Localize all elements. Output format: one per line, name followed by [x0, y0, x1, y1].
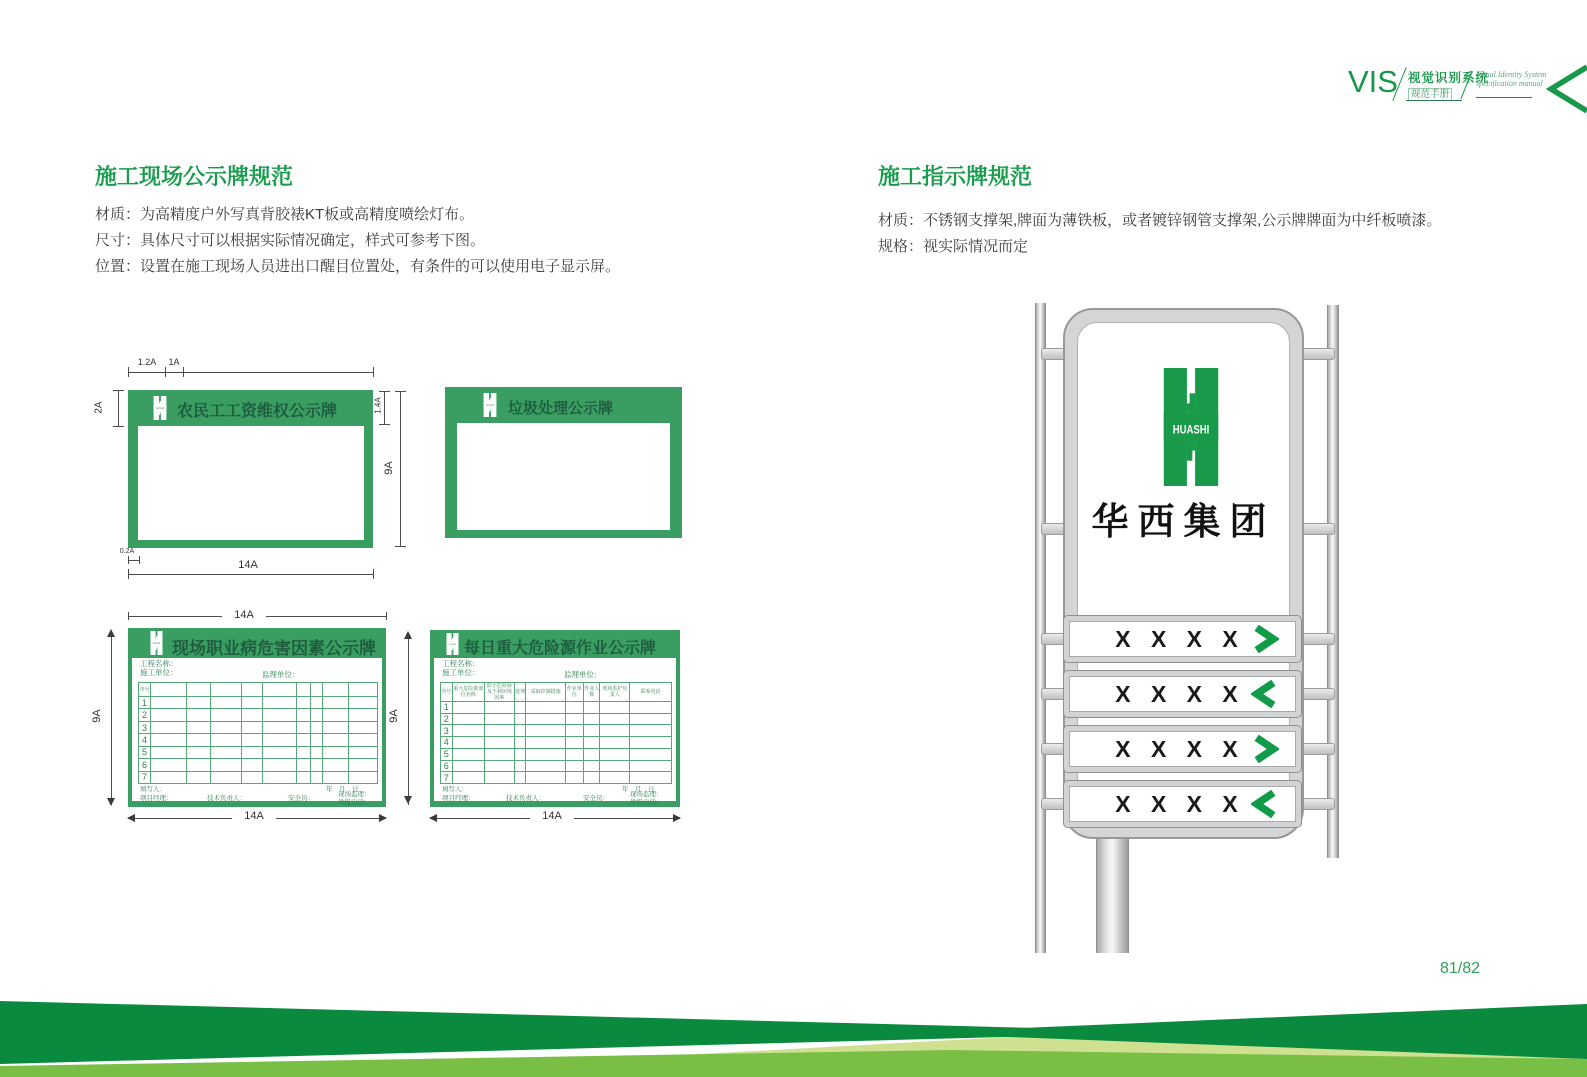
table-cell — [600, 702, 630, 714]
table-cell — [296, 759, 310, 771]
row-number-cell: 5 — [441, 748, 453, 760]
table-cell — [311, 771, 323, 783]
row-number-cell: 3 — [139, 721, 151, 733]
dim-line — [400, 391, 401, 546]
table-cell — [630, 748, 672, 760]
dim-label-1-2a: 1.2A — [137, 357, 157, 367]
dim-tick — [113, 390, 124, 391]
dim-tick — [128, 569, 129, 579]
dim-label-9a: 9A — [91, 709, 103, 723]
vis-en-title — [1476, 70, 1547, 88]
board-daily-hazard-title: 每日重大危险源作业公示牌 — [464, 640, 657, 657]
table-cell — [241, 721, 263, 733]
dim-arrow — [107, 798, 115, 806]
direction-arrow-icon — [1251, 790, 1279, 818]
svg-text:HUASHI: HUASHI — [448, 643, 457, 646]
table-cell — [349, 734, 378, 746]
table-cell — [186, 697, 210, 709]
table-cell — [186, 709, 210, 721]
table-cell — [311, 734, 323, 746]
table-cell — [526, 725, 565, 737]
dim-label-9a: 9A — [383, 461, 395, 475]
table-cell — [484, 772, 514, 784]
table-cell — [241, 759, 263, 771]
dim-line — [118, 390, 119, 426]
form-label-tech: 技术负责人： — [506, 795, 545, 802]
table-cell — [584, 725, 600, 737]
right-section-body — [878, 208, 1441, 260]
left-body-line3: 位置：设置在施工现场人员进出口醒目位置处，有条件的可以使用电子显示屏。 — [95, 258, 621, 275]
form-label-site: 现场监理： — [630, 791, 663, 798]
huashi-logo-icon — [1157, 368, 1225, 486]
table-cell — [263, 746, 296, 758]
table-cell — [526, 748, 565, 760]
table-cell — [349, 709, 378, 721]
table-header-cell — [322, 683, 348, 697]
table-cell — [322, 759, 348, 771]
dim-tick — [373, 367, 374, 377]
table-cell — [526, 772, 565, 784]
table-cell — [296, 697, 310, 709]
table-cell — [349, 759, 378, 771]
table-cell — [600, 772, 630, 784]
left-body-line2: 尺寸：具体尺寸可以根据实际情况确定，样式可参考下图。 — [95, 232, 486, 249]
table-cell — [322, 697, 348, 709]
table-cell — [241, 697, 263, 709]
dim-line — [408, 633, 409, 805]
table-cell — [311, 709, 323, 721]
table-cell — [349, 697, 378, 709]
table-cell — [565, 772, 583, 784]
table-cell — [600, 713, 630, 725]
vis-logo: VIS — [1348, 64, 1398, 99]
table-cell — [484, 748, 514, 760]
table-cell — [263, 721, 296, 733]
form-label-supervisor: 监理单位： — [564, 670, 602, 679]
board-wage-rights-title: 农民工工资维权公示牌 — [177, 403, 338, 420]
row-number-cell: 7 — [441, 772, 453, 784]
direction-bar-face — [1069, 731, 1296, 767]
table-cell — [311, 746, 323, 758]
board-garbage-content-area — [457, 423, 670, 530]
table-cell — [452, 713, 484, 725]
form-label-builder: 施工单位： — [140, 668, 178, 677]
table-cell — [514, 760, 526, 772]
table-cell — [150, 771, 186, 783]
table-header-cell — [150, 683, 186, 697]
table-cell — [210, 697, 241, 709]
dim-tick — [395, 546, 406, 547]
direction-bar-face — [1069, 676, 1296, 712]
table-cell — [349, 746, 378, 758]
table-cell — [600, 737, 630, 749]
table-cell — [150, 721, 186, 733]
footer-wave-decoration — [0, 995, 1587, 1077]
table-cell — [600, 748, 630, 760]
table-header-cell — [186, 683, 210, 697]
direction-arrow-icon — [1251, 680, 1279, 708]
form-label-tech: 技术负责人： — [207, 795, 246, 802]
table-cell — [514, 737, 526, 749]
table-cell — [565, 702, 583, 714]
dim-line — [128, 574, 373, 575]
table-cell — [565, 748, 583, 760]
row-number-cell: 2 — [441, 713, 453, 725]
svg-text:HUASHI: HUASHI — [152, 642, 161, 646]
table-header-cell — [311, 683, 323, 697]
dim-label-14a: 14A — [530, 810, 574, 822]
table-cell — [296, 771, 310, 783]
row-number-cell: 2 — [139, 709, 151, 721]
dim-label-1a: 1A — [168, 357, 180, 367]
table-cell — [263, 771, 296, 783]
table-cell — [322, 721, 348, 733]
table-header-cell: 现场监护负责人 — [600, 683, 630, 702]
page-number: 81/82 — [1440, 960, 1481, 977]
dim-label-9a: 9A — [388, 709, 400, 723]
table-cell — [186, 721, 210, 733]
huashi-logo-icon — [482, 393, 498, 417]
direction-bar-text: X X X X — [1115, 680, 1245, 707]
dim-tick — [183, 367, 184, 377]
form-label-manager: 项目经理： — [442, 795, 475, 802]
table-cell — [150, 697, 186, 709]
right-body-line1: 材质：不锈钢支撑架,牌面为薄铁板，或者镀锌钢管支撑架,公示牌牌面为中纤板喷漆。 — [878, 212, 1442, 229]
dim-label-14a: 14A — [238, 559, 258, 571]
table-cell — [150, 734, 186, 746]
sign-pole-right — [1327, 305, 1339, 858]
sign-pole-center — [1096, 830, 1129, 953]
dim-label-1-4a: 1.4A — [373, 397, 383, 414]
table-cell — [452, 748, 484, 760]
table-cell — [584, 702, 600, 714]
header-chevron-icon — [1544, 63, 1587, 115]
row-number-cell: 1 — [139, 697, 151, 709]
table-cell — [296, 734, 310, 746]
table-cell — [452, 760, 484, 772]
dim-arrow — [429, 814, 437, 822]
table-cell — [584, 737, 600, 749]
table-cell — [565, 737, 583, 749]
table-cell — [311, 697, 323, 709]
table-cell — [186, 759, 210, 771]
board-garbage-title: 垃圾处理公示牌 — [508, 400, 614, 417]
left-section-body — [95, 202, 620, 280]
table-header-cell — [241, 683, 263, 697]
table-cell — [584, 772, 600, 784]
vis-en-underline — [1476, 97, 1532, 98]
form-label-date: 年 月 日 — [326, 786, 359, 793]
direction-bar-text: X X X X — [1115, 735, 1245, 762]
dim-tick — [128, 612, 129, 620]
direction-bar — [1063, 780, 1302, 828]
dim-tick — [128, 556, 129, 564]
right-body-line2: 规格：视实际情况而定 — [878, 238, 1029, 255]
table-cell — [630, 713, 672, 725]
table-header-cell — [263, 683, 296, 697]
dim-tick — [165, 367, 166, 377]
huashi-logo-icon — [445, 633, 460, 655]
dim-arrow — [404, 796, 412, 804]
row-number-cell: 3 — [441, 725, 453, 737]
table-cell — [349, 771, 378, 783]
vis-en-line2: specification manual — [1476, 79, 1543, 88]
table-header-cell — [296, 683, 310, 697]
table-cell — [514, 772, 526, 784]
huashi-logo-icon — [152, 396, 168, 420]
dim-tick — [386, 612, 387, 620]
table-cell — [565, 725, 583, 737]
sign-pole-left — [1035, 303, 1046, 953]
dim-arrow — [127, 814, 135, 822]
form-label-manager: 项目经理： — [140, 795, 173, 802]
vis-cn-title: 视觉识别系统 — [1408, 71, 1490, 85]
dim-label-2a: 2A — [93, 401, 105, 414]
dim-tick — [395, 391, 406, 392]
table-header-cell: 序号 — [441, 683, 453, 702]
table-cell — [630, 737, 672, 749]
row-number-cell: 6 — [441, 760, 453, 772]
table-header-cell — [349, 683, 378, 697]
vis-en-line1: Visual Identity System — [1476, 70, 1547, 79]
table-cell — [210, 709, 241, 721]
table-cell — [263, 709, 296, 721]
table-cell — [263, 759, 296, 771]
table-cell — [210, 759, 241, 771]
table-cell — [600, 725, 630, 737]
table-header-cell: 采取控制措施 — [526, 683, 565, 702]
table-header-cell: 重大危险源部位名称 — [452, 683, 484, 702]
table-cell — [630, 702, 672, 714]
row-number-cell: 4 — [139, 734, 151, 746]
table-cell — [349, 721, 378, 733]
table-header-cell: 序号 — [139, 683, 151, 697]
form-label-filler: 填写人： — [442, 786, 468, 793]
table-cell — [322, 709, 348, 721]
form-label-builder: 施工单位： — [442, 668, 480, 677]
table-cell — [630, 772, 672, 784]
table-header-cell: 处理 — [514, 683, 526, 702]
table-cell — [241, 709, 263, 721]
board-wage-rights-content-area — [138, 426, 364, 540]
table-cell — [526, 702, 565, 714]
table-cell — [311, 721, 323, 733]
form-label-site: 现场监理： — [338, 791, 371, 798]
table-cell — [311, 759, 323, 771]
dim-label-14a: 14A — [232, 810, 276, 822]
dim-arrow — [404, 631, 412, 639]
table-cell — [630, 725, 672, 737]
table-cell — [210, 746, 241, 758]
direction-bar — [1063, 725, 1302, 773]
table-cell — [484, 737, 514, 749]
daily-hazard-form-table — [440, 682, 672, 784]
left-body-line1: 材质：为高精度户外写真背胶裱KT板或高精度喷绘灯布。 — [95, 206, 475, 223]
row-number-cell: 1 — [441, 702, 453, 714]
table-cell — [186, 746, 210, 758]
direction-arrow-icon — [1251, 625, 1279, 653]
form-label-supervisor: 监理单位： — [262, 670, 300, 679]
table-header-cell: 作业人数 — [584, 683, 600, 702]
svg-text:HUASHI: HUASHI — [1172, 423, 1210, 438]
direction-arrow-icon — [1251, 735, 1279, 763]
form-label-phone: 举报电话： — [630, 799, 663, 806]
table-cell — [584, 760, 600, 772]
table-cell — [296, 746, 310, 758]
row-number-cell: 7 — [139, 771, 151, 783]
table-cell — [514, 713, 526, 725]
table-cell — [210, 721, 241, 733]
table-cell — [186, 771, 210, 783]
dim-label-14a: 14A — [222, 609, 266, 621]
form-label-phone: 举报电话： — [338, 799, 371, 806]
board-occupational-hazard-title: 现场职业病危害因素公示牌 — [172, 639, 376, 658]
direction-bar — [1063, 670, 1302, 718]
form-label-project: 工程名称： — [442, 659, 480, 668]
direction-bar-text: X X X X — [1115, 790, 1245, 817]
table-cell — [296, 721, 310, 733]
row-number-cell: 5 — [139, 746, 151, 758]
direction-bar-face — [1069, 786, 1296, 822]
table-cell — [263, 734, 296, 746]
table-header-cell: 联系电话 — [630, 683, 672, 702]
form-label-project: 工程名称： — [140, 659, 178, 668]
svg-text:HUASHI: HUASHI — [486, 404, 494, 408]
table-cell — [452, 737, 484, 749]
table-cell — [484, 725, 514, 737]
dim-tick — [373, 569, 374, 579]
table-cell — [452, 702, 484, 714]
dim-line — [111, 631, 112, 805]
table-cell — [565, 760, 583, 772]
table-cell — [241, 734, 263, 746]
table-cell — [484, 760, 514, 772]
dim-line — [384, 391, 385, 424]
left-section-title: 施工现场公示牌规范 — [95, 164, 294, 189]
direction-bar-text: X X X X — [1115, 625, 1245, 652]
direction-bar — [1063, 615, 1302, 663]
form-label-safety: 安全员： — [288, 795, 314, 802]
table-cell — [322, 734, 348, 746]
table-cell — [150, 709, 186, 721]
table-cell — [514, 725, 526, 737]
vis-cn-subtitle — [1408, 86, 1453, 100]
vis-cn-underline — [1406, 100, 1462, 101]
row-number-cell: 4 — [441, 737, 453, 749]
form-label-safety: 安全员： — [583, 795, 609, 802]
table-cell — [484, 713, 514, 725]
table-cell — [263, 697, 296, 709]
right-section-title: 施工指示牌规范 — [878, 164, 1033, 189]
vis-cn-subtitle-text: 规范手册 — [1408, 88, 1452, 101]
direction-bar-face — [1069, 621, 1296, 657]
company-name: 华西集团 — [1091, 501, 1276, 542]
dim-tick — [128, 367, 129, 377]
dim-tick — [113, 426, 124, 427]
table-cell — [514, 702, 526, 714]
row-number-cell: 6 — [139, 759, 151, 771]
table-cell — [210, 771, 241, 783]
table-cell — [565, 713, 583, 725]
svg-text:HUASHI: HUASHI — [156, 407, 164, 411]
table-cell — [186, 734, 210, 746]
dim-tick — [379, 424, 390, 425]
table-cell — [630, 760, 672, 772]
dim-arrow — [107, 629, 115, 637]
form-label-date: 年 月 日 — [622, 786, 655, 793]
form-label-filler: 填写人： — [140, 786, 166, 793]
table-cell — [241, 771, 263, 783]
dim-tick — [139, 556, 140, 564]
dim-arrow — [379, 814, 387, 822]
dim-arrow — [673, 814, 681, 822]
table-cell — [241, 746, 263, 758]
dim-label-0-2a: 0.2A — [119, 548, 135, 555]
table-cell — [584, 713, 600, 725]
table-cell — [526, 760, 565, 772]
table-cell — [210, 734, 241, 746]
table-cell — [484, 702, 514, 714]
table-cell — [452, 772, 484, 784]
hazard-form-table — [138, 682, 378, 784]
table-header-cell: 防止危险源及不利环境因素 — [484, 683, 514, 702]
table-cell — [600, 760, 630, 772]
table-cell — [322, 771, 348, 783]
table-cell — [150, 746, 186, 758]
table-header-cell — [210, 683, 241, 697]
table-cell — [296, 709, 310, 721]
dim-line — [128, 560, 139, 561]
table-cell — [526, 713, 565, 725]
table-cell — [514, 748, 526, 760]
table-cell — [322, 746, 348, 758]
table-header-cell: 作业单位 — [565, 683, 583, 702]
table-cell — [150, 759, 186, 771]
table-cell — [452, 725, 484, 737]
table-cell — [584, 748, 600, 760]
table-cell — [526, 737, 565, 749]
huashi-logo-icon — [149, 631, 164, 655]
